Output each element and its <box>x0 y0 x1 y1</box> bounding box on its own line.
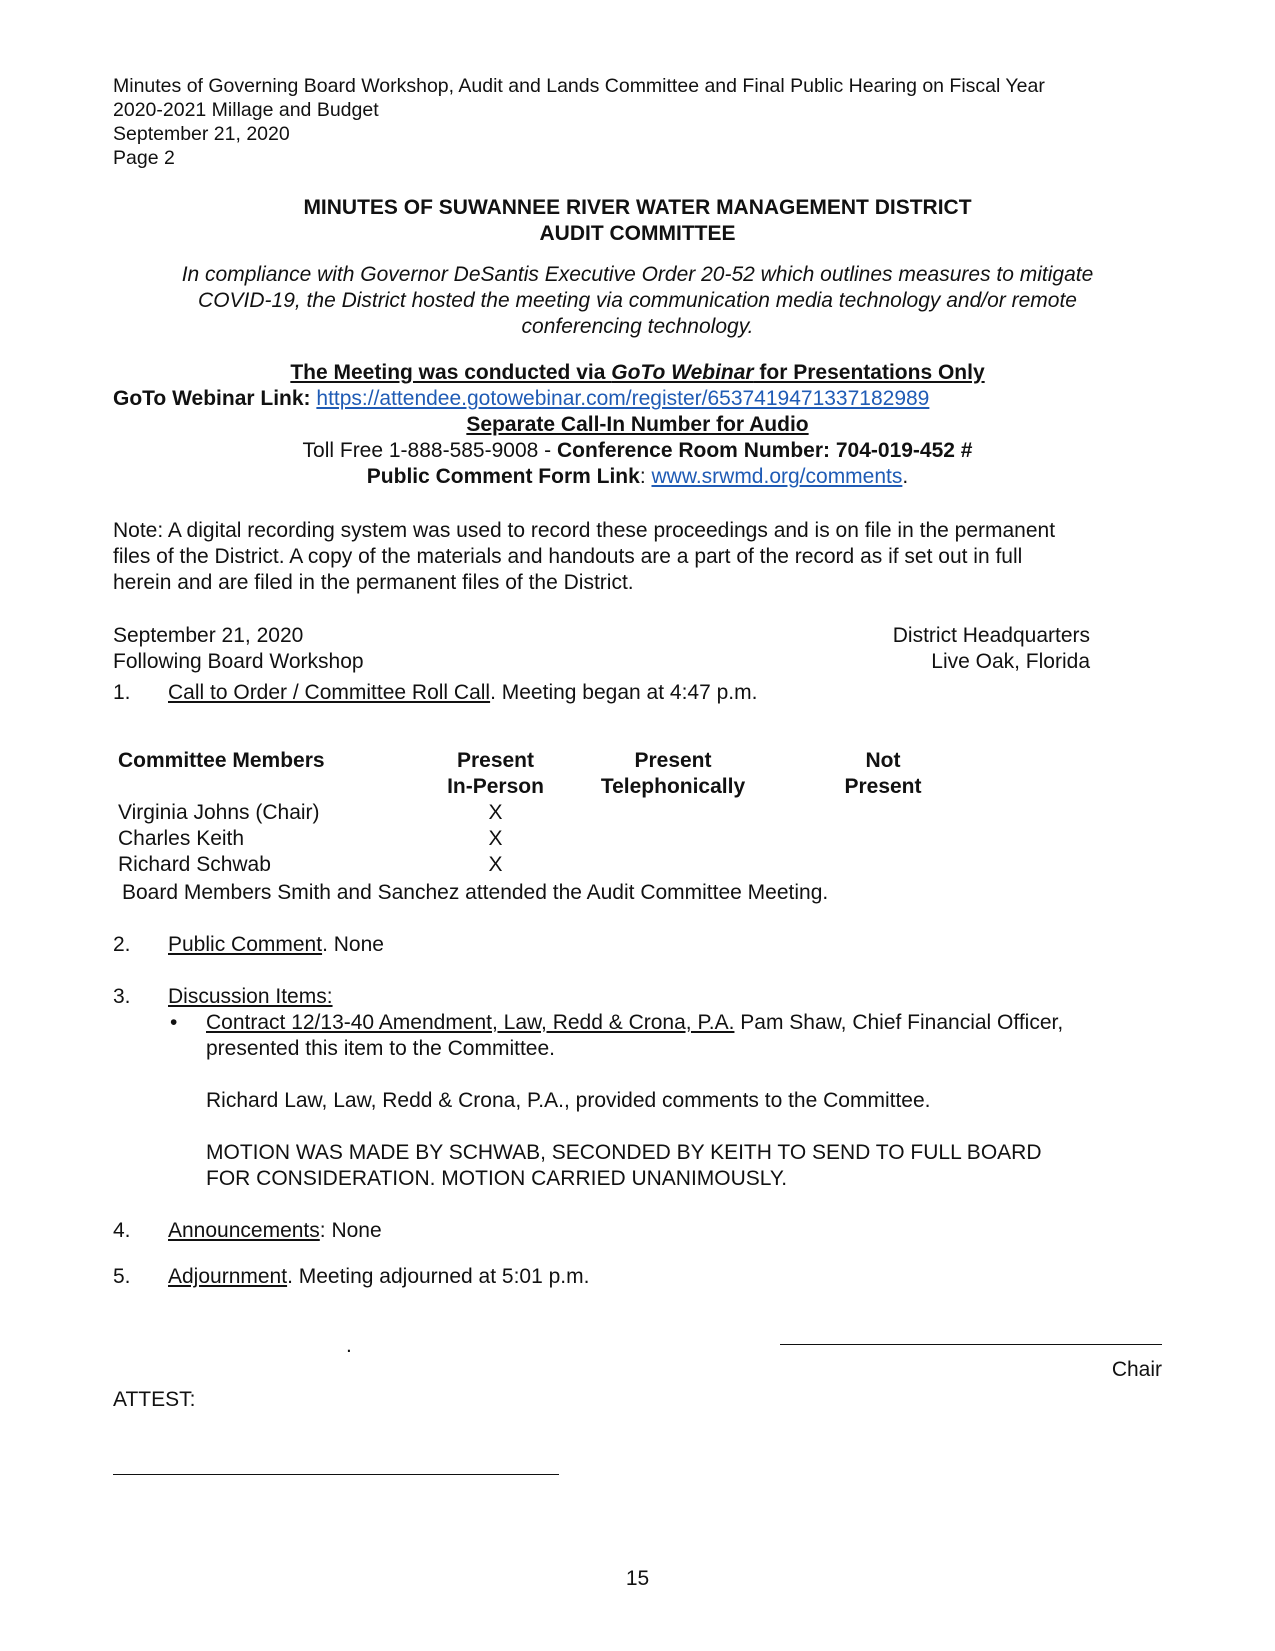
tele-mark <box>573 852 773 878</box>
col-telephonic <box>573 748 773 800</box>
meeting-place-1: District Headquarters <box>892 624 1090 647</box>
motion-line-1: MOTION WAS MADE BY SCHWAB, SECONDED BY KEITH TO SEND TO FULL BOARD <box>206 1141 1042 1164</box>
meeting-following: Following Board Workshop <box>113 650 364 673</box>
conducted-prefix: The Meeting was conducted via <box>290 361 612 384</box>
tollfree-line <box>113 438 1162 464</box>
table-row <box>118 826 993 852</box>
conducted-em: GoTo Webinar <box>611 361 754 384</box>
attest-label: ATTEST: <box>113 1388 196 1411</box>
member-name: Richard Schwab <box>118 853 271 876</box>
contract-presenter: Pam Shaw, Chief Financial Officer, <box>734 1011 1064 1034</box>
header-line-1: Minutes of Governing Board Workshop, Audit and Lands Committee and Final Public Hearing on Fiscal Year <box>113 75 1045 97</box>
meeting-place-2: Live Oak, Florida <box>931 650 1090 673</box>
chair-label: Chair <box>1111 1358 1162 1381</box>
col-not-present <box>773 748 993 800</box>
attest-signature-line <box>113 1474 559 1475</box>
col-inperson-1: Present <box>456 749 535 772</box>
col-inperson-2: In-Person <box>447 775 544 798</box>
item-title: Announcements <box>168 1219 320 1242</box>
inperson-mark: X <box>488 801 503 824</box>
meeting-date: September 21, 2020 <box>113 624 304 647</box>
not-mark <box>773 826 993 852</box>
contract-line-1 <box>206 1010 1166 1036</box>
col-inperson <box>418 748 573 800</box>
comment-form-label: Public Comment Form Link <box>366 465 640 488</box>
meeting-place-block <box>760 623 1090 675</box>
col-tele-2: Telephonically <box>600 775 746 798</box>
item-text: : None <box>319 1219 382 1242</box>
col-not-2: Present <box>844 775 922 798</box>
compliance-line-2: COVID-19, the District hosted the meeting via communication media technology and/or remote <box>198 289 1077 312</box>
not-mark <box>773 800 993 826</box>
item-title: Public Comment <box>168 933 323 956</box>
item-title: Call to Order / Committee Roll Call <box>168 681 491 704</box>
bullet-icon: • <box>170 1011 178 1034</box>
note-line-2: files of the District. A copy of the materials and handouts are a part of the record as if set out in full <box>113 545 1023 568</box>
document-title <box>113 195 1162 247</box>
compliance-statement <box>113 262 1162 340</box>
motion-line-2: FOR CONSIDERATION. MOTION CARRIED UNANIMOUSLY. <box>206 1167 788 1190</box>
item-number: 5. <box>113 1265 131 1288</box>
running-header <box>113 74 1045 170</box>
chair-signature-line <box>780 1344 1162 1345</box>
header-line-2: 2020-2021 Millage and Budget <box>113 99 379 121</box>
item-number: 1. <box>113 681 131 704</box>
discussion-contract <box>206 1010 1166 1062</box>
contract-line-2: presented this item to the Committee. <box>206 1037 555 1060</box>
title-line-2: AUDIT COMMITTEE <box>539 222 736 245</box>
member-name: Charles Keith <box>118 827 245 850</box>
board-members-note: Board Members Smith and Sanchez attended the Audit Committee Meeting. <box>122 881 829 904</box>
tollfree-number: Toll Free 1-888-585-9008 - <box>302 439 557 462</box>
inperson-mark: X <box>488 853 503 876</box>
inperson-mark: X <box>488 827 503 850</box>
contract-title: Contract 12/13-40 Amendment, Law, Redd & Crona, P.A. <box>206 1011 735 1034</box>
meeting-date-block <box>113 623 364 675</box>
item-title: Discussion Items: <box>168 985 333 1008</box>
stray-dot: . <box>346 1334 352 1357</box>
comment-form-link[interactable]: www.srwmd.org/comments <box>651 465 903 488</box>
webinar-line <box>113 386 1162 412</box>
header-page: Page 2 <box>113 147 175 169</box>
comment-end: . <box>902 465 909 488</box>
note-line-3: herein and are filed in the permanent files of the District. <box>113 571 634 594</box>
conference-number: Conference Room Number: 704-019-452 # <box>557 439 973 462</box>
note-line-1: Note: A digital recording system was used to record these proceedings and is on file in the permanent <box>113 519 1056 542</box>
comment-sep: : <box>639 465 652 488</box>
header-date: September 21, 2020 <box>113 123 290 145</box>
not-mark <box>773 852 993 878</box>
item-number: 4. <box>113 1219 131 1242</box>
table-row <box>118 852 993 878</box>
item-number: 3. <box>113 985 131 1008</box>
member-name: Virginia Johns (Chair) <box>118 801 320 824</box>
item-title: Adjournment <box>168 1265 288 1288</box>
discussion-motion <box>206 1140 1166 1192</box>
callin-heading: Separate Call-In Number for Audio <box>466 413 809 436</box>
discussion-comments: Richard Law, Law, Redd & Crona, P.A., provided comments to the Committee. <box>206 1089 931 1112</box>
comment-form-line <box>113 464 1162 490</box>
col-members: Committee Members <box>118 749 325 772</box>
item-text: . None <box>322 933 384 956</box>
meeting-info <box>113 360 1162 490</box>
roll-header-row <box>118 748 993 800</box>
roll-call-table <box>118 748 993 878</box>
page-number: 15 <box>625 1567 650 1590</box>
webinar-label: GoTo Webinar Link: <box>113 387 317 410</box>
table-row <box>118 800 993 826</box>
compliance-line-1: In compliance with Governor DeSantis Executive Order 20-52 which outlines measures to mitigate <box>181 263 1094 286</box>
col-not-1: Not <box>865 749 901 772</box>
tele-mark <box>573 800 773 826</box>
tele-mark <box>573 826 773 852</box>
conducted-suffix: for Presentations Only <box>753 361 985 384</box>
recording-note <box>113 518 1162 596</box>
item-text: . Meeting adjourned at 5:01 p.m. <box>287 1265 590 1288</box>
col-tele-1: Present <box>634 749 712 772</box>
title-line-1: MINUTES OF SUWANNEE RIVER WATER MANAGEMENT DISTRICT <box>303 196 972 219</box>
item-number: 2. <box>113 933 131 956</box>
conducted-heading <box>113 360 1162 386</box>
compliance-line-3: conferencing technology. <box>521 315 754 338</box>
item-text: . Meeting began at 4:47 p.m. <box>490 681 758 704</box>
webinar-link[interactable]: https://attendee.gotowebinar.com/register/6537419471337182989 <box>316 387 930 410</box>
